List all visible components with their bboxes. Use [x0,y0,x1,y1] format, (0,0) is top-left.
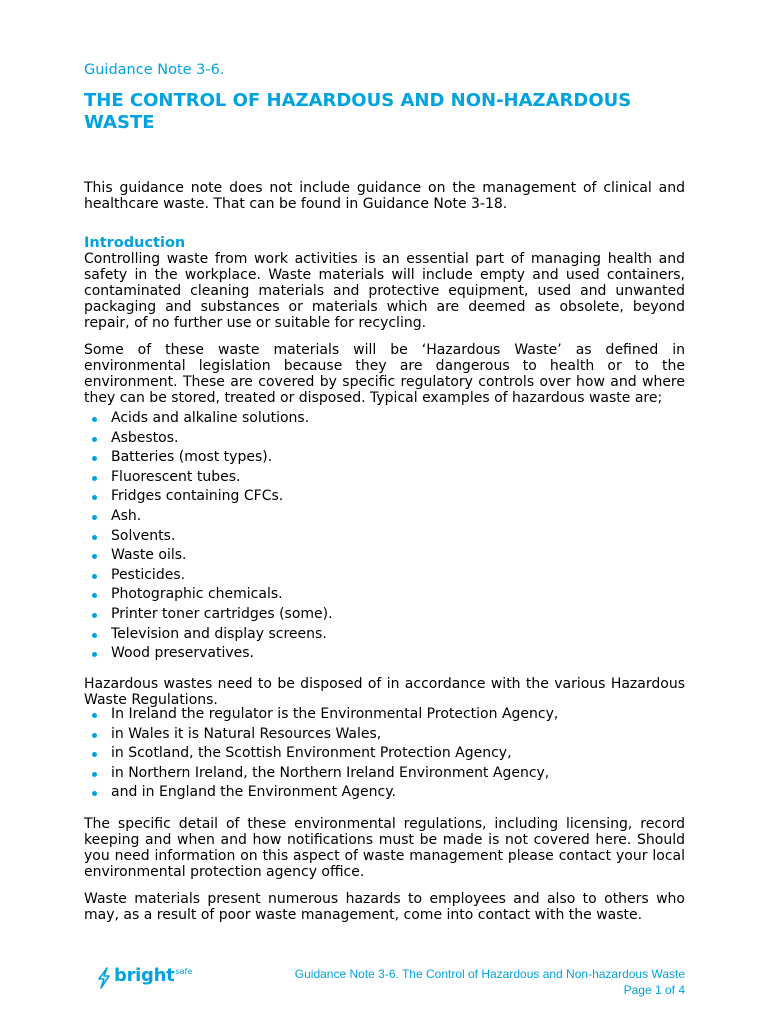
page-number: Page 1 of 4 [623,983,685,997]
bullet-icon [92,593,97,598]
lightning-bolt-icon [96,967,112,989]
guidance-note-number: Guidance Note 3-6. [84,62,225,78]
bullet-icon [92,437,97,442]
bullet-icon [92,791,97,796]
bullet-icon [92,554,97,559]
bullet-icon [92,772,97,777]
list-item: Television and display screens. [84,625,685,645]
regulators-list [84,705,685,803]
list-item: Asbestos. [84,429,685,449]
introduction-paragraph: Controlling waste from work activities is an essential part of managing health and safety in the workplace. Waste materials will include empty and used containers, contaminated cleaning materials and protective equipment, used and unwanted packaging and substances or materials which are deemed as obsolete, beyond repair, of no further use or suitable for recycling. [84,251,685,331]
list-item: Printer toner cartridges (some). [84,605,685,625]
bullet-icon [92,535,97,540]
brightsafe-logo [96,965,192,989]
list-item: in Scotland, the Scottish Environment Protection Agency, [84,744,685,764]
bullet-icon [92,752,97,757]
bullet-icon [92,574,97,579]
list-item: Wood preservatives. [84,644,685,664]
list-item: and in England the Environment Agency. [84,783,685,803]
list-item: Batteries (most types). [84,448,685,468]
page-footer [295,966,685,998]
list-item: Pesticides. [84,566,685,586]
bullet-icon [92,733,97,738]
bullet-icon [92,613,97,618]
bullet-icon [92,417,97,422]
hazardous-waste-paragraph: Some of these waste materials will be ‘Hazardous Waste’ as defined in environmental legislation because they are dangerous to health or to the environment. These are covered by specific regulatory controls over how and where they can be stored, treated or disposed. Typical examples of hazardous waste are; [84,342,685,406]
list-item: Solvents. [84,527,685,547]
list-item: Ash. [84,507,685,527]
bullet-icon [92,633,97,638]
logo-superscript: safe [175,967,193,976]
bullet-icon [92,495,97,500]
waste-hazards-paragraph: Waste materials present numerous hazards to employees and also to others who may, as a result of poor waste management, come into contact with the waste. [84,891,685,923]
hazardous-examples-list [84,409,685,664]
list-item: Fridges containing CFCs. [84,487,685,507]
list-item: Waste oils. [84,546,685,566]
footer-document-title: Guidance Note 3-6. The Control of Hazardous and Non-hazardous Waste [294,967,685,981]
bullet-icon [92,476,97,481]
list-item: Fluorescent tubes. [84,468,685,488]
list-item: In Ireland the regulator is the Environmental Protection Agency, [84,705,685,725]
regulations-paragraph: Hazardous wastes need to be disposed of in accordance with the various Hazardous Waste Regulations. [84,676,685,708]
bullet-icon [92,515,97,520]
document-title: THE CONTROL OF HAZARDOUS AND NON-HAZARDOUS WASTE [84,90,632,133]
logo-wordmark: bright [114,965,175,986]
regulation-detail-paragraph: The specific detail of these environmental regulations, including licensing, record keeping and when and how notifications must be made is not covered here. Should you need information on this aspect of waste management please contact your local environmental protection agency office. [84,816,685,880]
list-item: in Northern Ireland, the Northern Ireland Environment Agency, [84,764,685,784]
bullet-icon [92,456,97,461]
list-item: Photographic chemicals. [84,585,685,605]
introduction-heading: Introduction [84,235,186,251]
scope-note-paragraph: This guidance note does not include guidance on the management of clinical and healthcare waste. That can be found in Guidance Note 3-18. [84,180,685,212]
list-item: Acids and alkaline solutions. [84,409,685,429]
bullet-icon [92,652,97,657]
list-item: in Wales it is Natural Resources Wales, [84,725,685,745]
bullet-icon [92,713,97,718]
